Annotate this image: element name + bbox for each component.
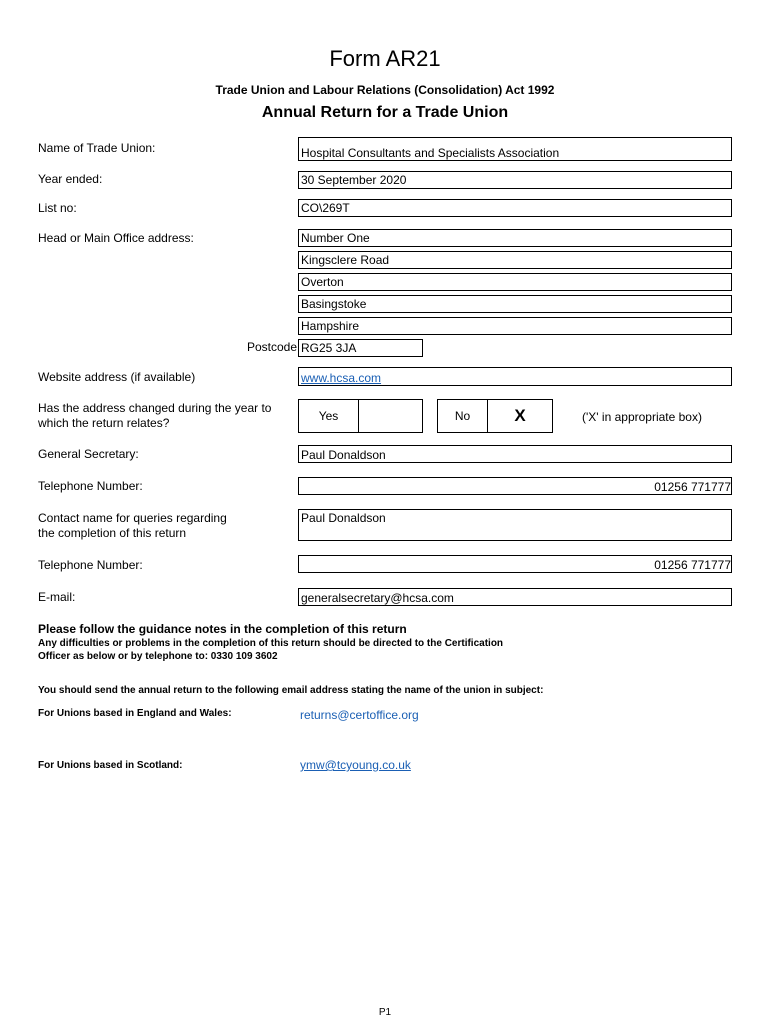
postcode-field[interactable]: RG25 3JA xyxy=(298,339,423,357)
union-name-label: Name of Trade Union: xyxy=(38,141,156,155)
telephone-label: Telephone Number: xyxy=(38,479,143,493)
scotland-email-link[interactable]: ymw@tcyoung.co.uk xyxy=(300,758,411,772)
mark-hint: ('X' in appropriate box) xyxy=(582,410,702,424)
contact-label-line-2: the completion of this return xyxy=(38,526,187,540)
address-line-5[interactable]: Hampshire xyxy=(298,317,732,335)
send-instructions: You should send the annual return to the following email address stating the name of the union in subject: xyxy=(38,685,544,696)
page-number: P1 xyxy=(378,1007,392,1018)
year-ended-field[interactable]: 30 September 2020 xyxy=(298,171,732,189)
address-changed-label xyxy=(38,401,271,431)
guidance-heading: Please follow the guidance notes in the completion of this return xyxy=(38,622,407,636)
website-link[interactable]: www.hcsa.com xyxy=(301,371,382,385)
page-subtitle: Annual Return for a Trade Union xyxy=(261,104,509,121)
yes-label-cell: Yes xyxy=(298,399,359,433)
england-email-link[interactable]: returns@certoffice.org xyxy=(300,708,419,722)
list-no-field[interactable]: CO\269T xyxy=(298,199,732,217)
form-title: Form AR21 xyxy=(329,46,441,71)
gen-sec-field[interactable]: Paul Donaldson xyxy=(298,445,732,463)
email-label: E-mail: xyxy=(38,590,76,604)
england-label: For Unions based in England and Wales: xyxy=(38,708,232,719)
postcode-label: Postcode xyxy=(247,340,298,354)
scotland-label: For Unions based in Scotland: xyxy=(38,760,183,771)
yes-checkbox[interactable] xyxy=(358,399,423,433)
address-changed-label-line-1: Has the address changed during the year to xyxy=(38,401,272,415)
address-line-4[interactable]: Basingstoke xyxy=(298,295,732,313)
guidance-line-2: Officer as below or by telephone to: 0330 109 3602 xyxy=(38,651,278,662)
website-label: Website address (if available) xyxy=(38,370,196,384)
telephone-field[interactable]: 01256 771777 xyxy=(298,477,732,495)
act-title: Trade Union and Labour Relations (Consolidation) Act 1992 xyxy=(215,83,555,97)
telephone2-field[interactable]: 01256 771777 xyxy=(298,555,732,573)
address-label: Head or Main Office address: xyxy=(38,231,194,245)
no-label-cell: No xyxy=(437,399,488,433)
address-line-3[interactable]: Overton xyxy=(298,273,732,291)
website-field[interactable] xyxy=(298,367,732,386)
email-field[interactable]: generalsecretary@hcsa.com xyxy=(298,588,732,606)
guidance-line-1: Any difficulties or problems in the completion of this return should be directed to the Certification xyxy=(38,638,504,649)
list-no-label: List no: xyxy=(38,201,77,215)
gen-sec-label: General Secretary: xyxy=(38,447,139,461)
union-name-field[interactable]: Hospital Consultants and Specialists Association xyxy=(298,137,732,161)
address-line-1[interactable]: Number One xyxy=(298,229,732,247)
address-line-2[interactable]: Kingsclere Road xyxy=(298,251,732,269)
address-changed-label-line-2: which the return relates? xyxy=(38,416,170,430)
telephone2-label: Telephone Number: xyxy=(38,558,143,572)
year-ended-label: Year ended: xyxy=(38,172,103,186)
contact-label-line-1: Contact name for queries regarding xyxy=(38,511,227,525)
no-checkbox[interactable]: X xyxy=(487,399,553,433)
contact-label xyxy=(38,511,227,541)
guidance-text xyxy=(38,637,503,663)
contact-field[interactable]: Paul Donaldson xyxy=(298,509,732,541)
